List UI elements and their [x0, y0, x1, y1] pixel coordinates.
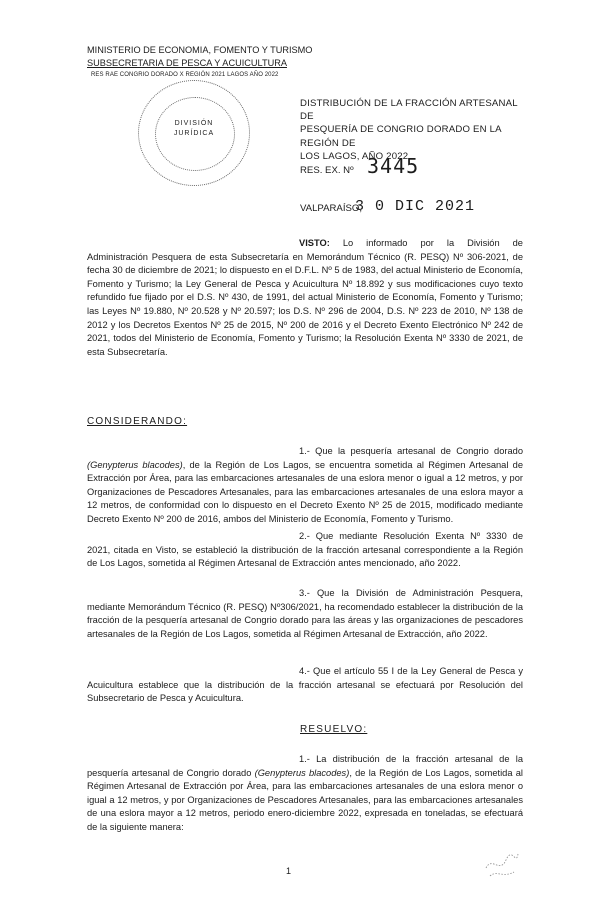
- visto-paragraph: [87, 237, 523, 359]
- page-number: 1: [286, 866, 292, 876]
- seal-line-1: DIVISIÓN: [174, 120, 214, 127]
- resuelvo-1-text-a: 1.- La distribución de la fracción artesanal de la pesquería artesanal de Congrio dorado: [87, 754, 523, 778]
- initials-scribble: [482, 846, 522, 880]
- place-label: VALPARAÍSO,: [300, 203, 363, 214]
- title-line-1: DISTRIBUCIÓN DE LA FRACCIÓN ARTESANAL DE: [300, 98, 518, 123]
- division-juridica-seal: [138, 80, 250, 186]
- considerando-paragraph-2: 2.- Que mediante Resolución Exenta Nº 3330 de 2021, citada en Visto, se estableció la distribución de la fracción artesanal correspondiente a la Región de Los Lagos, sometida al Régimen Artesanal de Extracción antes mencionado, año 2022.: [87, 531, 523, 569]
- considerando-heading: CONSIDERANDO:: [87, 416, 188, 427]
- title-line-3: LOS LAGOS, AÑO 2022.: [300, 150, 412, 162]
- seal-line-2: JURÍDICA: [173, 130, 215, 137]
- subsecretaria-name: SUBSECRETARIA DE PESCA Y ACUICULTURA: [87, 58, 287, 68]
- considerando-paragraph-3: 3.- Que la División de Administración Pesquera, mediante Memorándum Técnico (R. PESQ) Nº306/2021, ha recomendado establecer la distribución de la fracción de la pesquería artesanal de Congrio dorado para las áreas y las organizaciones de pescadores artesanales de la Región de Los Lagos, sometida al Régimen Artesanal de Extracción, año 2022.: [87, 588, 523, 639]
- visto-text: Lo informado por la División de Administración Pesquera de esta Subsecretaría en Memorándum Técnico (R. PESQ) Nº 306-2021, de fecha 30 de diciembre de 2021; lo dispuesto en el D.F.L. Nº 5 de 1983, del actual Ministerio de Economía, Fomento y Turismo; la Ley General de Pesca y Acuicultura Nº 18.892 y sus modificaciones cuyo texto refundido fue fijado por el D.S. Nº 430, de 1991, del actual Ministerio de Economía, Fomento y Turismo; las Leyes Nº 19.880, Nº 20.528 y Nº 20.597; los D.S. Nº 296 de 2004, D.S. Nº 223 de 2010, Nº 138 de 2012 y los Decretos Exentos Nº 25 de 2015, Nº 200 de 2016 y el Decreto Exento Electrónico Nº 242 de 2021, todos del Ministerio de Economía, Fomento y Turismo; la Resolución Exenta Nº 3330 de 2021, de esta Subsecretaría.: [87, 238, 523, 357]
- ministry-name: MINISTERIO DE ECONOMIA, FOMENTO Y TURISMO: [87, 45, 313, 55]
- visto-label: VISTO:: [299, 238, 330, 248]
- resolution-date: 3 0 DIC 2021: [355, 198, 476, 215]
- considerando-paragraph-4: 4.- Que el artículo 55 I de la Ley General de Pesca y Acuicultura establece que la distribución de la fracción artesanal se efectuará por Resolución del Subsecretario de Pesca y Acuicultura.: [87, 666, 523, 704]
- considerando-paragraph-1: [87, 445, 523, 527]
- resolution-number: 3445: [367, 154, 420, 178]
- considerando-1-text-b: , de la Región de Los Lagos, se encuentra sometida al Régimen Artesanal de Extracción por Área, para las embarcaciones artesanales de una eslora menor o igual a 12 metros, y por Organizaciones de Pescadores Artesanales, para las embarcaciones artesanales de una eslora mayor a 12 metros, de conformidad con lo dispuesto en el Decreto Exento Nº 25 de 2015, modificado mediante Decreto Exento Nº 200 de 2016, ambos del Ministerio de Economía, Fomento y Turismo.: [87, 459, 523, 524]
- resuelvo-heading: RESUELVO:: [300, 724, 368, 735]
- resuelvo-1-text-b: , de la Región de Los Lagos, sometida al Régimen Artesanal de Extracción por Área, para las embarcaciones artesanales de una eslora menor o igual a 12 metros, y por Organizaciones de Pescadores Artesanales, para las embarcaciones artesanales de una eslora mayor a 12 metros, periodo enero-diciembre 2022, expresada en toneladas, se efectuará de la siguiente manera:: [87, 767, 523, 832]
- resuelvo-1-species: (Genypterus blacodes): [254, 767, 350, 778]
- resolution-label: RES. EX. Nº: [300, 165, 354, 176]
- considerando-1-text-a: 1.- Que la pesquería artesanal de Congrio dorado: [299, 446, 523, 456]
- title-line-2: PESQUERÍA DE CONGRIO DORADO EN LA REGIÓN DE: [300, 124, 502, 149]
- document-reference: RES RAE CONGRIO DORADO X REGIÓN 2021 LAGOS AÑO 2022: [91, 72, 279, 78]
- considerando-1-species: (Genypterus blacodes): [87, 459, 183, 470]
- resuelvo-paragraph-1: [87, 753, 523, 835]
